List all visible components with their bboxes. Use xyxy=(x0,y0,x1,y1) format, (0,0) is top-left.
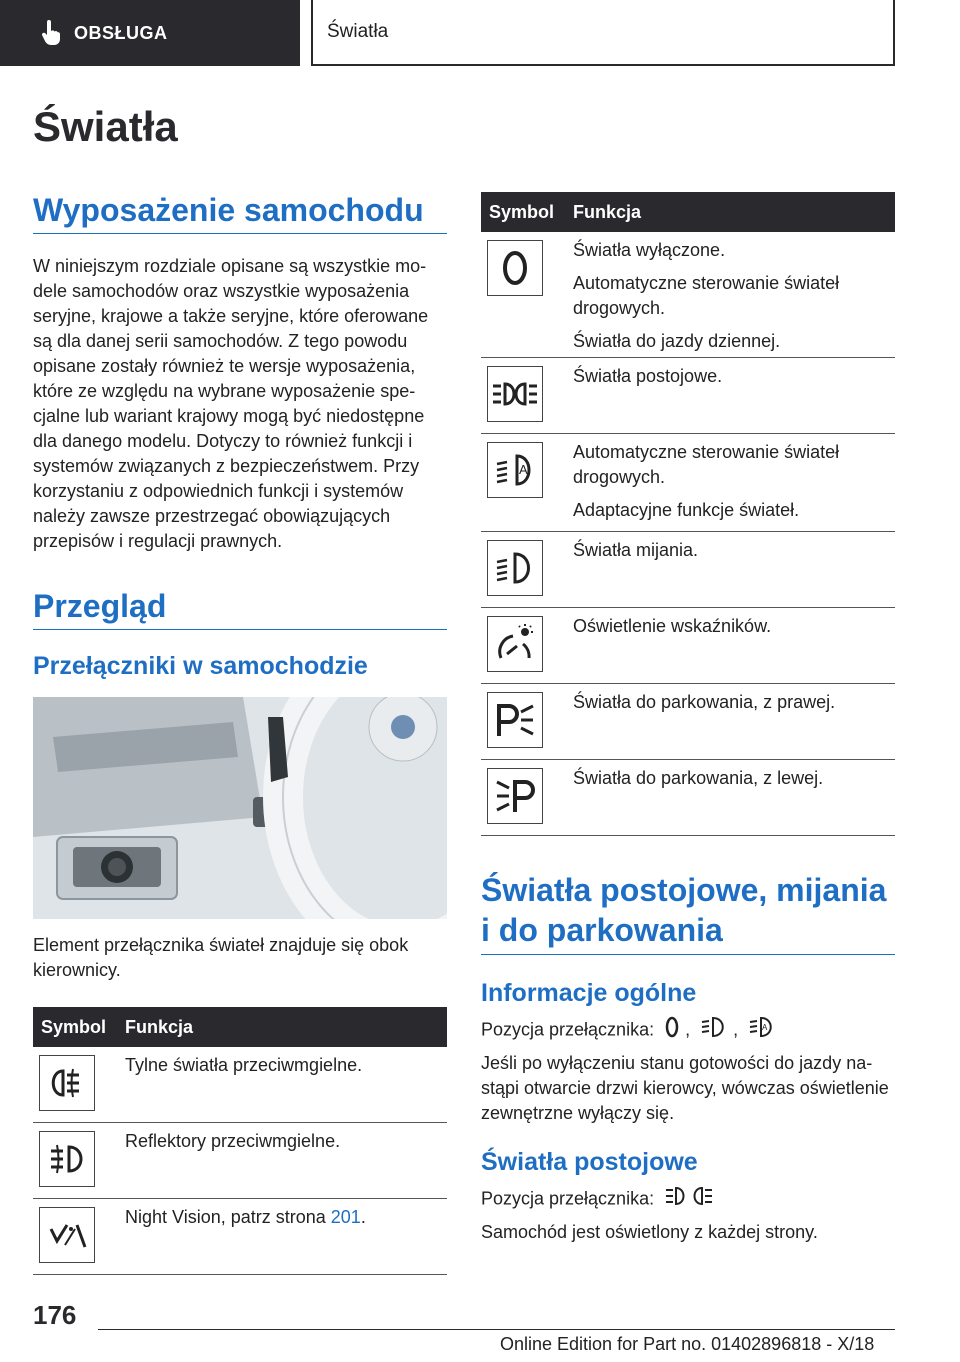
instrument-lighting-icon xyxy=(487,616,543,672)
row-text-before: Night Vision, patrz strona xyxy=(125,1207,331,1227)
chapter-tab[interactable] xyxy=(311,0,895,66)
table-row xyxy=(481,684,895,760)
heading-equipment: Wyposażenie samochodu xyxy=(33,192,447,234)
row-text: Reflektory przeciwmgielne. xyxy=(125,1131,341,1151)
lights-off-icon xyxy=(487,240,543,296)
night-vision-icon xyxy=(39,1207,95,1263)
row-line: Adaptacyjne funkcje świateł. xyxy=(573,500,800,520)
section-tab[interactable] xyxy=(0,0,300,66)
table-row xyxy=(481,434,895,532)
low-beam-icon xyxy=(487,540,543,596)
row-line: Światła wyłączone. xyxy=(573,240,726,260)
parking-left-icon xyxy=(487,768,543,824)
switch-position-label: Pozycja przełącznika: xyxy=(481,1019,655,1040)
row-line: Światła do parkowania, z lewej. xyxy=(573,768,824,788)
auto-headlight-icon xyxy=(487,442,543,498)
heading-overview: Przegląd xyxy=(33,588,447,630)
page-header xyxy=(0,0,960,66)
switch-table-left xyxy=(33,1007,447,1275)
col-symbol: Symbol xyxy=(41,1016,107,1037)
rear-fog-light-icon xyxy=(39,1055,95,1111)
row-line: Automatyczne sterowanie świateł drogowych. xyxy=(573,442,840,487)
left-column xyxy=(33,192,447,1275)
switch-position-line: Pozycja przełącznika: , , A xyxy=(481,1016,895,1045)
table-row xyxy=(481,358,895,434)
table-row xyxy=(481,608,895,684)
row-text: Tylne światła przeciwmgielne. xyxy=(125,1055,363,1075)
row-text-after: . xyxy=(360,1207,366,1227)
hand-pointer-icon xyxy=(40,20,62,46)
photo-caption: Element przełącznika świateł znajduje się obok kierownicy. xyxy=(33,935,409,980)
table-row xyxy=(481,232,895,358)
col-function: Funkcja xyxy=(573,201,642,222)
lights-off-icon xyxy=(665,1016,679,1045)
general-text: Jeśli po wyłączeniu stanu gotowości do jazdy nastąpi otwarcie drzwi kierowcy, wówczas oświetlenie zewnętrzne wyłączy się. xyxy=(481,1053,889,1123)
svg-text:A: A xyxy=(762,1023,768,1032)
dashboard-photo xyxy=(33,697,447,919)
right-column xyxy=(481,192,895,1245)
table-row xyxy=(481,760,895,836)
switch-table-right xyxy=(481,192,895,836)
chapter-label: Światła xyxy=(327,21,389,42)
parking-text: Samochód jest oświetlony z każdej strony. xyxy=(481,1222,818,1242)
heading-switches: Przełączniki w samochodzie xyxy=(33,652,368,680)
heading-parking-lowbeam: Światła postojowe, mijania i do parkowania xyxy=(481,870,895,955)
row-line: Światła do parkowania, z prawej. xyxy=(573,692,836,712)
row-line: Światła mijania. xyxy=(573,540,699,560)
footer-divider xyxy=(98,1329,895,1330)
svg-text:A: A xyxy=(519,462,528,477)
switch-position-line xyxy=(481,1185,895,1214)
switch-position-label: Pozycja przełącznika: xyxy=(481,1188,655,1209)
parking-right-icon xyxy=(487,692,543,748)
table-row xyxy=(33,1123,447,1199)
row-line: Światła do jazdy dziennej. xyxy=(573,331,781,351)
col-symbol: Symbol xyxy=(489,201,555,222)
front-fog-light-icon xyxy=(39,1131,95,1187)
table-row xyxy=(33,1047,447,1123)
heading-parking: Światła postojowe xyxy=(481,1148,698,1176)
table-row xyxy=(33,1199,447,1275)
parking-lights-icon xyxy=(487,366,543,422)
col-function: Funkcja xyxy=(125,1016,194,1037)
footer-edition: Online Edition for Part no. 01402896818 - X/18 xyxy=(500,1334,875,1354)
page-title: Światła xyxy=(33,103,178,150)
auto-headlight-icon xyxy=(749,1016,775,1045)
row-text xyxy=(125,1205,447,1230)
table-row xyxy=(481,532,895,608)
table-header xyxy=(33,1007,447,1047)
equipment-text: W niniejszym rozdziale opisane są wszystkie modele samochodów oraz wszystkie wyposażenia seryjne, krajowe a także seryjne, które oferowane są dla danej serii samochodów. Z tego powodu opisane zostały również te wersje wyposażenia, które ze względu na wybrane wyposażenie specjalne lub wariant krajowy mogą być niedostępne dla danego modelu. Dotyczy to również funkcji i systemów związanych z bezpieczeństwem. Przy korzystaniu z odpowiednich funkcji i systemów należy zawsze przestrzegać obowiązujących przepisów i regulacji prawnych. xyxy=(33,256,429,551)
row-line: Automatyczne sterowanie świateł drogowych. xyxy=(573,273,840,318)
low-beam-icon xyxy=(701,1016,727,1045)
row-line: Oświetlenie wskaźników. xyxy=(573,616,772,636)
section-label: OBSŁUGA xyxy=(74,22,168,43)
page-link[interactable]: 201 xyxy=(330,1207,361,1227)
row-line: Światła postojowe. xyxy=(573,366,723,386)
page-number: 176 xyxy=(33,1300,77,1330)
parking-lights-icon xyxy=(665,1185,713,1214)
heading-general: Informacje ogólne xyxy=(481,979,697,1007)
table-header xyxy=(481,192,895,232)
